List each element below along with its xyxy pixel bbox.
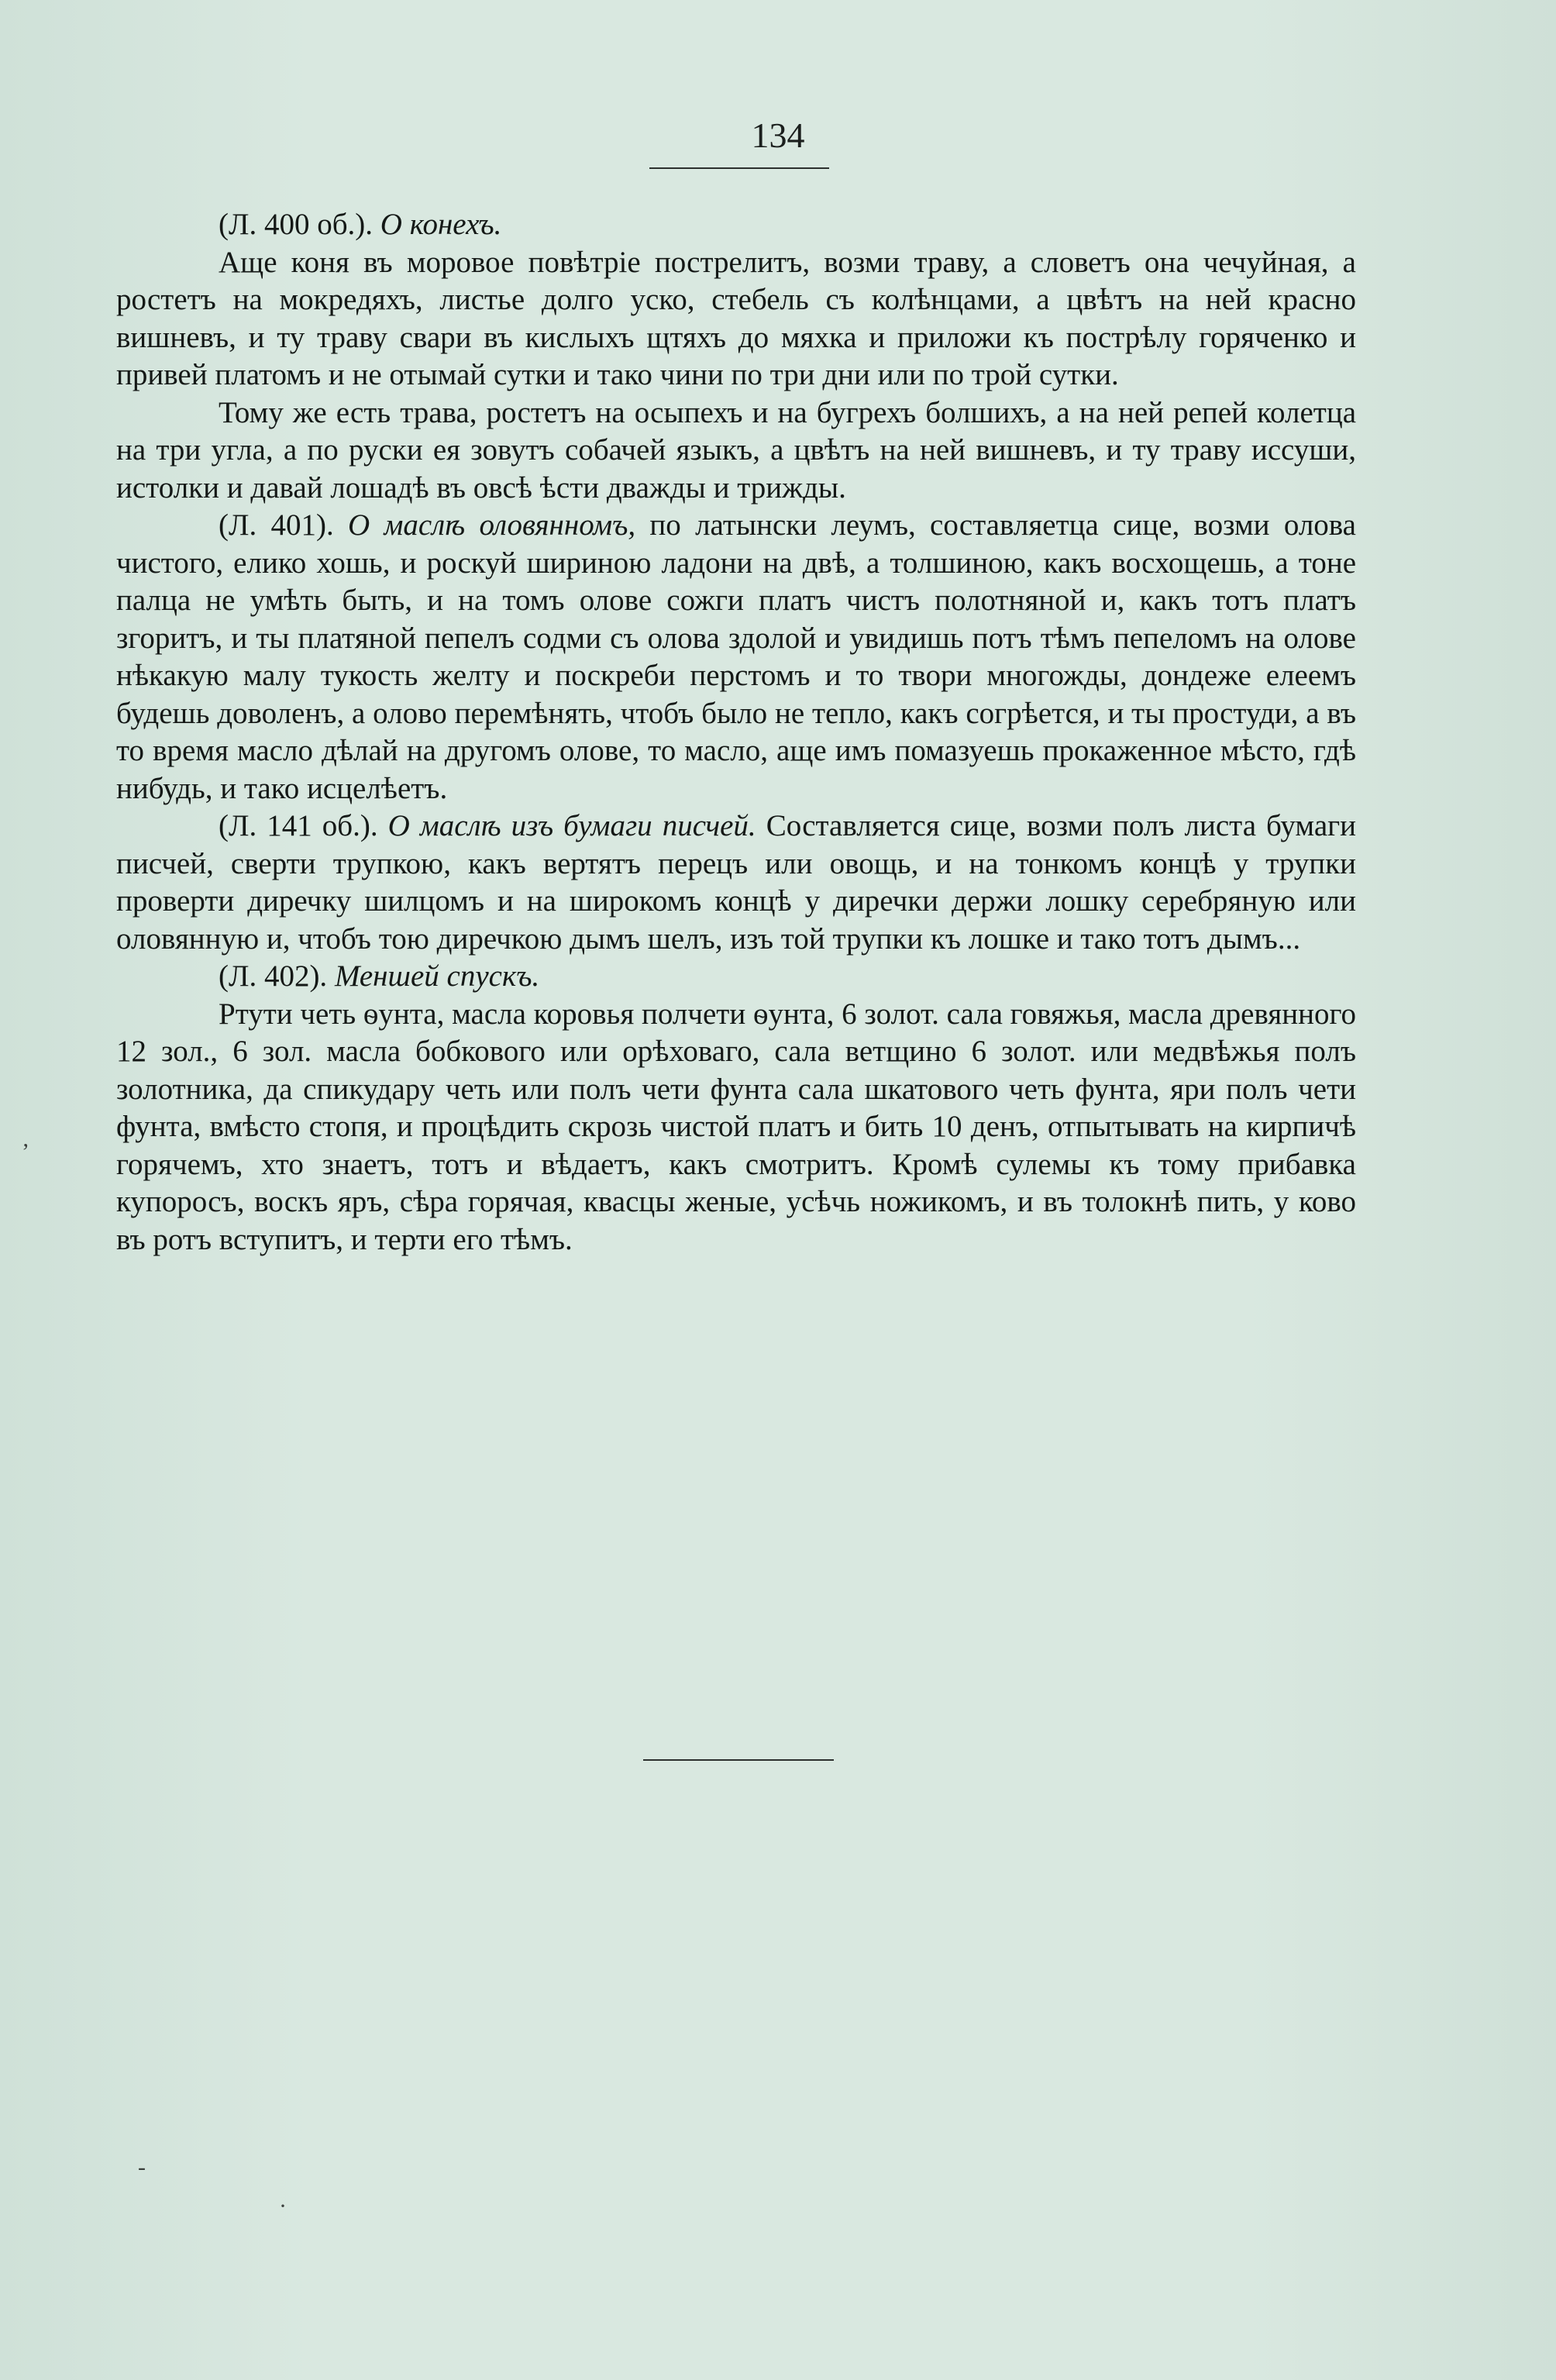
end-rule (643, 1759, 834, 1761)
scan-speck: - (138, 2154, 146, 2180)
paragraph (116, 394, 1356, 508)
paragraph-text: по латынски леумъ, составляетца сице, возми олова чистого, елико хошь, и роскуй шириною ладони на двѣ, а толшиною, какъ восхощешь, а тоне палца не умѣть быть, и на томъ олове сожги платъ чистъ полотняной и, какъ тотъ платъ згоритъ, и ты платяной пепелъ содми съ олова здолой и увидишь потъ тѣмъ пепеломъ на олове нѣкакую малу тукость желту и поскреби перстомъ и то твори многожды, дондеже елеемъ будешь доволенъ, а олово перемѣнять, чтобъ было не тепло, какъ согрѣется, и ты простуди, а въ то время масло дѣлай на другомъ олове, то масло, аще имъ помазуешь прокаженное мѣсто, гдѣ нибудь, и тако исцелѣетъ. (116, 508, 1356, 805)
section-title: Меншей спускъ. (334, 959, 540, 993)
paragraph (116, 808, 1356, 958)
section-title: О конехъ. (380, 208, 502, 241)
paragraph (116, 958, 1356, 996)
paragraph (116, 996, 1356, 1259)
scan-speck: ʼ (22, 1139, 29, 1165)
scan-speck: · (279, 2193, 287, 2219)
body-text (116, 206, 1356, 1259)
page-number: 134 (751, 115, 805, 155)
paragraph (116, 507, 1356, 808)
section-title: О маслѣ изъ бумаги писчей. (387, 809, 756, 842)
paragraph (116, 244, 1356, 394)
paragraph-text: Ртути четь ѳунта, масла коровья полчети ѳунта, 6 золот. сала говяжья, масла древянного 12 зол., 6 зол. масла бобкового или орѣховаго, сала ветщино 6 золот. или медвѣжья полъ золотника, да спикудару четь или полъ чети фунта сала шкатового четь фунта, яри полъ чети фунта, вмѣсто стопя, и процѣдить скрозь чистой платъ и бить 10 денъ, отпытывать на кирпичѣ горячемъ, хто знаетъ, тотъ и вѣдаетъ, какъ смотритъ. Кромѣ сулемы къ тому прибавка купоросъ, воскъ яръ, сѣра горячая, квасцы женые, усѣчь ножикомъ, и въ толокнѣ пить, у ково въ ротъ вступитъ, и терти его тѣмъ. (116, 997, 1356, 1256)
folio-reference: (Л. 400 об.). (219, 208, 380, 241)
paragraph (116, 206, 1356, 244)
section-title: О маслѣ оловянномъ, (348, 508, 636, 542)
paragraph-text: Тому же есть трава, ростетъ на осыпехъ и на бугрехъ болшихъ, а на ней репей колетца на три угла, а по руски ея зовутъ собачей языкъ, а цвѣтъ на ней вишневъ, и ту траву иссуши, истолки и давай лошадѣ въ овсѣ ѣсти дважды и трижды. (116, 395, 1356, 505)
folio-reference: (Л. 402). (219, 959, 335, 993)
header-rule (649, 167, 829, 169)
folio-reference: (Л. 141 об.). (219, 809, 388, 842)
paragraph-text: Составляется сице, возми полъ листа бумаги писчей, сверти трупкою, какъ вертятъ перецъ или овощь, и на тонкомъ концѣ у трупки проверти диречку шилцомъ и на широкомъ концѣ у диречки держи лошку серебряную или оловянную и, чтобъ тою диречкою дымъ шелъ, изъ той трупки къ лошке и тако тотъ дымъ... (116, 809, 1356, 956)
folio-reference: (Л. 401). (219, 508, 349, 542)
paragraph-text: Аще коня въ моровое повѣтріе пострелитъ, возми траву, а словетъ она чечуйная, а ростетъ на мокредяхъ, листье долго уско, стебель съ колѣнцами, а цвѣтъ на ней красно вишневъ, и ту траву свари въ кислыхъ щтяхъ до мяхка и приложи къ пострѣлу горяченко и привей платомъ и не отымай сутки и тако чини по три дни или по трой сутки. (116, 245, 1356, 391)
